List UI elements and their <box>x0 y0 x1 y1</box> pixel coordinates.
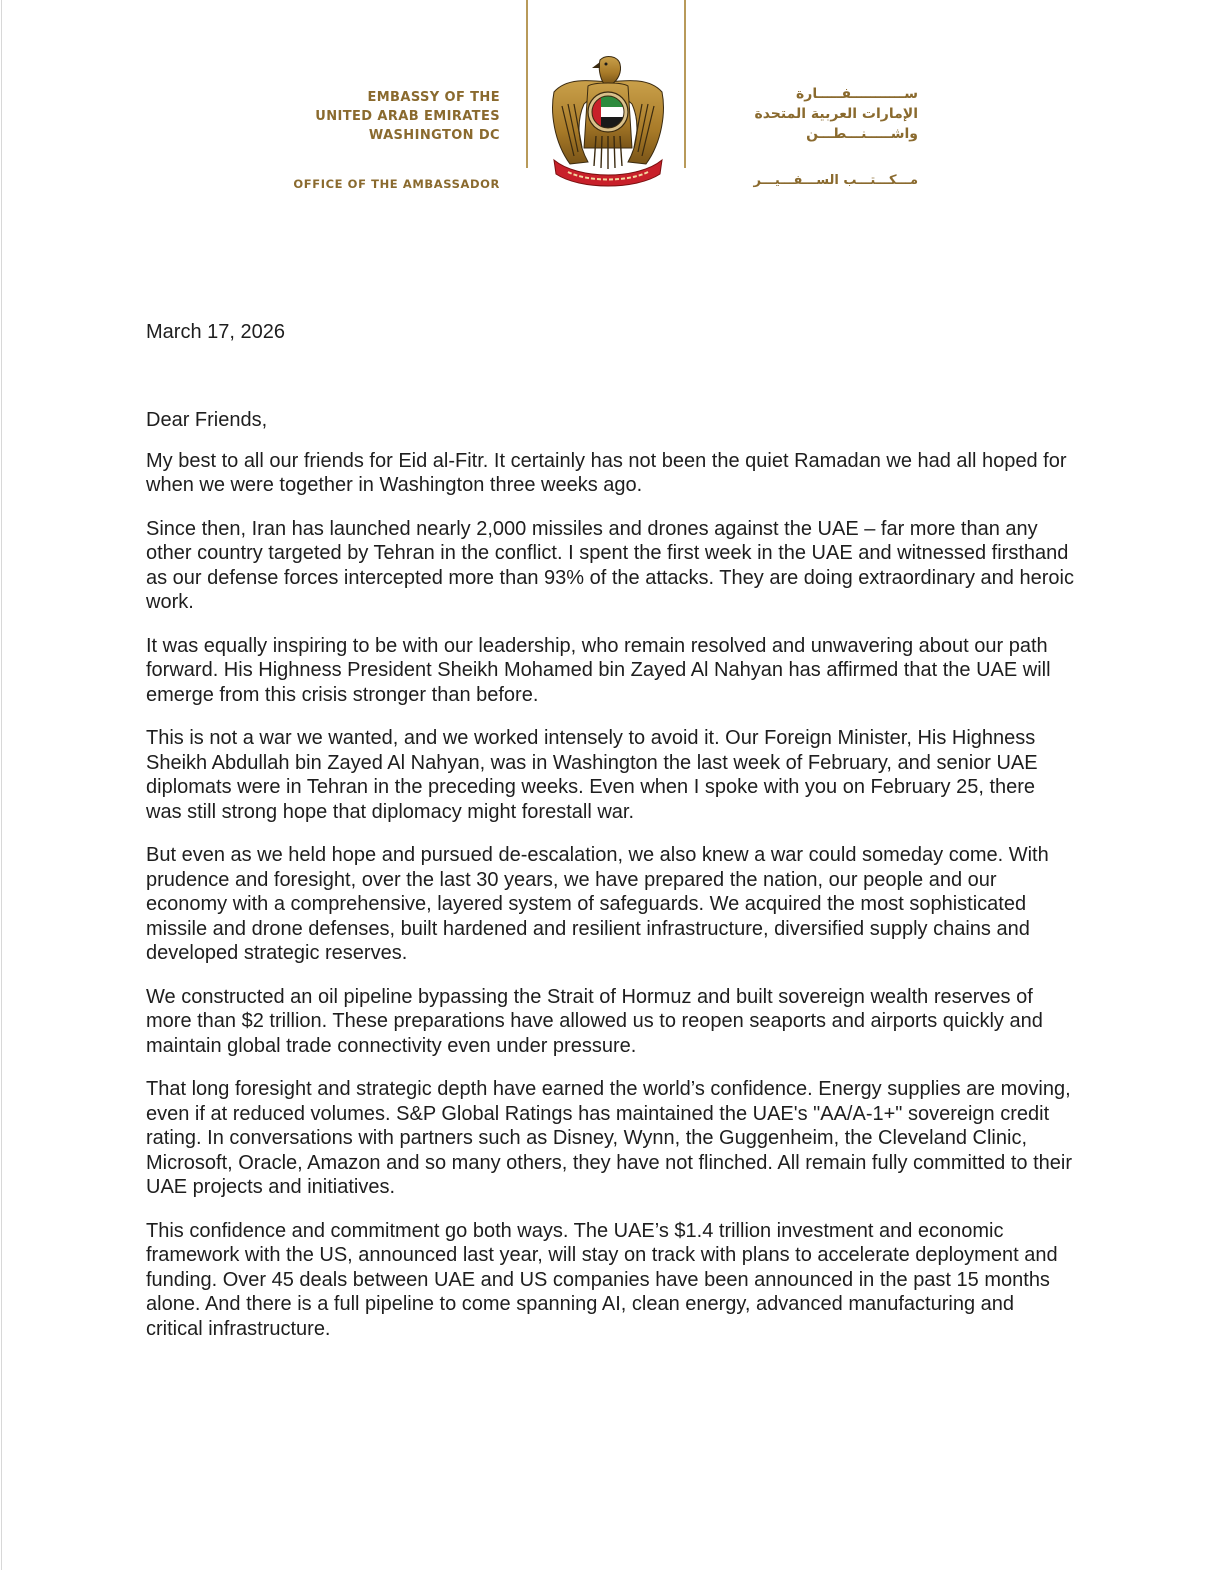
arabic-line-2: الإمارات العربية المتحدة <box>754 106 918 122</box>
embassy-name-english <box>315 88 500 145</box>
arabic-line-1: ســـــــــــفـــــارة <box>796 86 918 102</box>
letter-body <box>146 320 1076 1360</box>
paragraph-3: It was equally inspiring to be with our leadership, who remain resolved and unwavering about our path forward. His Highness President Sheikh Mohamed bin Zayed Al Nahyan has affirmed that the UAE will emerge from this crisis stronger than before. <box>146 634 1051 706</box>
paragraph-7: That long foresight and strategic depth have earned the world’s confidence. Energy supplies are moving, even if at reduced volumes. S&P Global Ratings has maintained the UAE's "AA/A-1+" sovereign credit rating. In conversations with partners such as Disney, Wynn, the Guggenheim, the Cleveland Clinic, Microsoft, Oracle, Amazon and so many others, they have not flinched. All remain fully committed to their UAE projects and initiatives. <box>146 1078 1072 1198</box>
letter-date: March 17, 2026 <box>146 321 285 343</box>
letterhead-divider-left <box>526 0 528 168</box>
uae-emblem-icon <box>548 52 668 188</box>
paragraph-4: This is not a war we wanted, and we worked intensely to avoid it. Our Foreign Minister, His Highness Sheikh Abdullah bin Zayed Al Nahyan, was in Washington the last week of February, and senior UAE diplomats were in Tehran in the preceding weeks. Even when I spoke with you on February 25, there was still strong hope that diplomacy might forestall war. <box>146 727 1038 823</box>
arabic-line-3: واشـــــنـــطـــن <box>806 126 918 142</box>
embassy-line-2: UNITED ARAB EMIRATES <box>315 109 500 124</box>
paragraph-1: My best to all our friends for Eid al-Fitr. It certainly has not been the quiet Ramadan we had all hoped for when we were together in Washington three weeks ago. <box>146 449 1067 496</box>
paragraph-5: But even as we held hope and pursued de-escalation, we also knew a war could someday come. With prudence and foresight, over the last 30 years, we have prepared the nation, our people and our economy with a comprehensive, layered system of safeguards. We acquired the most sophisticated missile and drone defenses, built hardened and resilient infrastructure, diversified supply chains and developed strategic reserves. <box>146 844 1049 964</box>
letterhead-divider-right <box>684 0 686 168</box>
paragraph-2: Since then, Iran has launched nearly 2,000 missiles and drones against the UAE – far more than any other country targeted by Tehran in the conflict. I spent the first week in the UAE and witnessed firsthand as our defense forces intercepted more than 93% of the attacks. They are doing extraordinary and heroic work. <box>146 517 1074 613</box>
paragraph-6: We constructed an oil pipeline bypassing the Strait of Hormuz and built sovereign wealth reserves of more than $2 trillion. These preparations have allowed us to reopen seaports and airports quickly and maintain global trade connectivity even under pressure. <box>146 985 1043 1057</box>
page-edge-shadow <box>1 0 2 1570</box>
embassy-line-1: EMBASSY OF THE <box>367 90 500 105</box>
paragraph-8: This confidence and commitment go both ways. The UAE’s $1.4 trillion investment and economic framework with the US, announced last year, will stay on track with plans to accelerate deployment and funding. Over 45 deals between UAE and US companies have been announced in the past 15 months alone. And there is a full pipeline to come spanning AI, clean energy, advanced manufacturing and critical infrastructure. <box>146 1219 1058 1340</box>
salutation: Dear Friends, <box>146 409 268 431</box>
embassy-name-arabic <box>708 84 918 144</box>
embassy-line-3: WASHINGTON DC <box>368 128 500 143</box>
office-of-ambassador-arabic: مـــكـــتـــب الســـفـــيـــر <box>753 173 918 188</box>
office-of-ambassador-english: OFFICE OF THE AMBASSADOR <box>293 177 500 191</box>
letterhead <box>0 0 1224 200</box>
